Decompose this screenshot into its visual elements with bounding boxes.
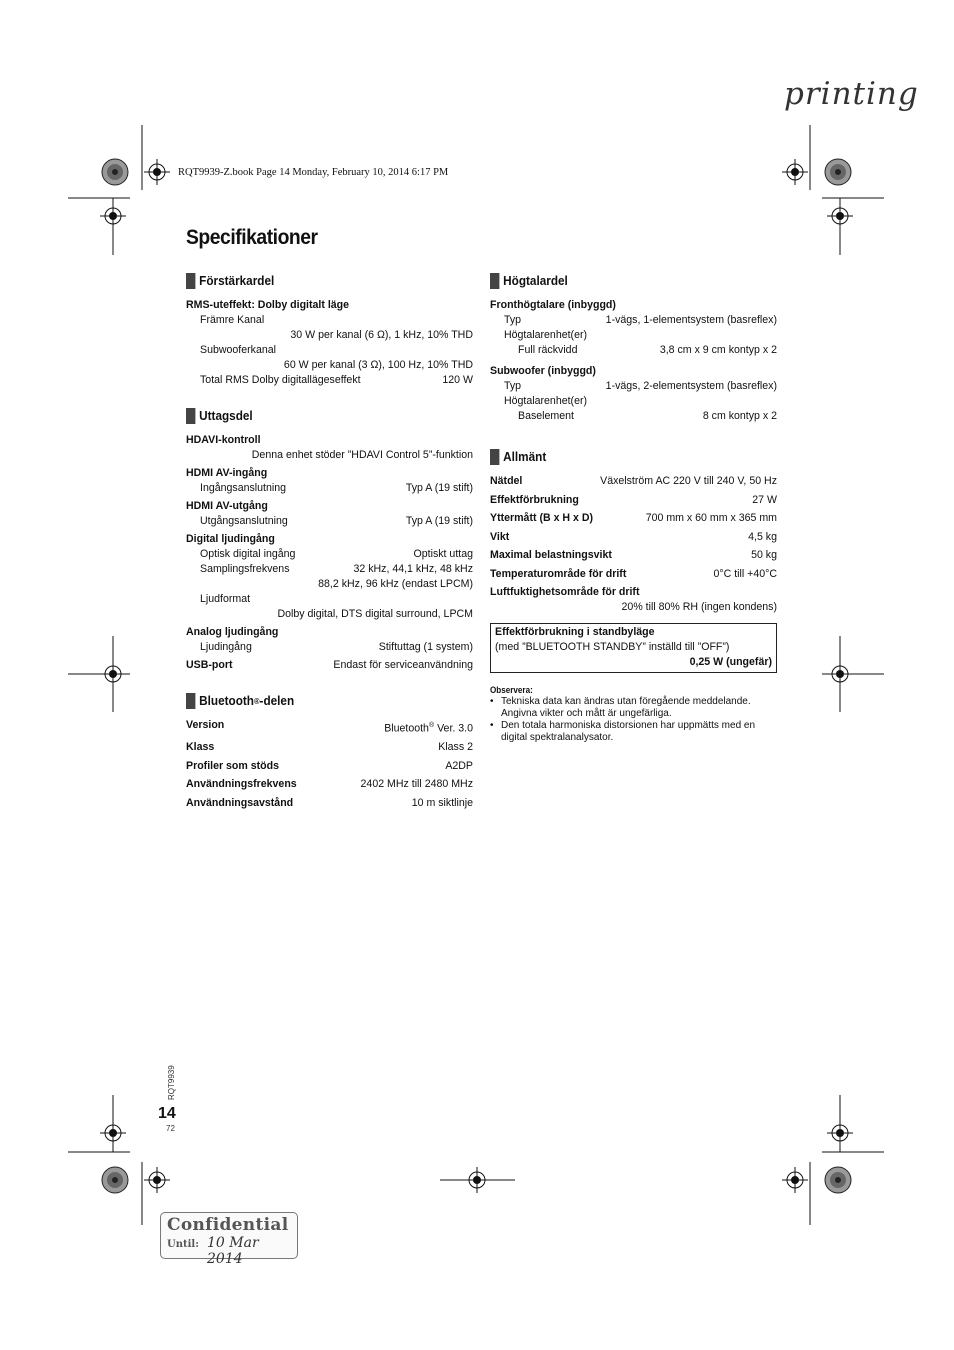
heading-bar bbox=[186, 408, 195, 424]
front-full-row bbox=[490, 343, 777, 358]
registration-star-icon bbox=[102, 1167, 128, 1193]
front-type-row bbox=[490, 313, 777, 328]
front-value: 30 W per kanal (6 Ω), 1 kHz, 10% THD bbox=[290, 329, 473, 341]
note-text: Den totala harmoniska distorsionen har uppmätts med en digital spektralanalysator. bbox=[501, 720, 756, 743]
sub-bass-row bbox=[490, 409, 777, 424]
front-full-value: 3,8 cm x 9 cm kontyp x 2 bbox=[659, 344, 777, 356]
left-column bbox=[186, 272, 473, 830]
registration-cross-icon bbox=[144, 159, 170, 185]
bt-row-range bbox=[186, 796, 473, 811]
heading-text-suffix: -delen bbox=[259, 693, 295, 708]
hdmi-in-conn-value: Typ A (19 stift) bbox=[405, 482, 473, 494]
bt-row-version bbox=[186, 718, 473, 737]
subwoofer-label: Subwoofer (inbyggd) bbox=[490, 365, 596, 377]
standby-value: 0,25 W (ungefär) bbox=[689, 656, 772, 668]
note-item bbox=[490, 720, 777, 744]
page-title: Specifikationer bbox=[186, 226, 318, 249]
format-label: Ljudformat bbox=[200, 593, 251, 605]
registration-star-icon bbox=[825, 1167, 851, 1193]
book-info: RQT9939-Z.book Page 14 Monday, February 10, 2014 6:17 PM bbox=[178, 167, 449, 178]
total-label: Total RMS Dolby digitallägeseffekt bbox=[200, 374, 361, 386]
registered-mark: ® bbox=[253, 696, 260, 706]
hdavi-value: Denna enhet stöder ”HDAVI Control 5”-funktion bbox=[251, 449, 473, 461]
registration-cross-icon bbox=[782, 159, 808, 185]
amplifier-section bbox=[186, 272, 473, 388]
bullet: • bbox=[490, 696, 494, 707]
optical-row bbox=[186, 547, 473, 562]
confidential-stamp bbox=[160, 1212, 298, 1267]
format-value: Dolby digital, DTS digital surround, LPCM bbox=[277, 608, 473, 620]
general-section bbox=[490, 448, 777, 744]
row-label: Version bbox=[186, 719, 225, 731]
analog-conn-label: Ljudingång bbox=[200, 641, 252, 653]
note-text: Tekniska data kan ändras utan föregående meddelande. Angivna vikter och mått är ungefärliga. bbox=[501, 696, 751, 719]
optical-label: Optisk digital ingång bbox=[200, 548, 296, 560]
hdmi-out-conn-label: Utgångsanslutning bbox=[200, 515, 288, 527]
front-type-label: Typ bbox=[504, 314, 522, 326]
heading-text: Högtalardel bbox=[503, 273, 568, 288]
front-label: Främre Kanal bbox=[200, 314, 265, 326]
sub-label: Subwooferkanal bbox=[200, 344, 276, 356]
sub-type-value: 1-vägs, 2-elementsystem (basreflex) bbox=[605, 380, 777, 392]
rms-label: RMS-uteffekt: Dolby digitalt läge bbox=[186, 299, 350, 311]
heading-bar bbox=[186, 693, 195, 709]
bt-row-profiles bbox=[186, 759, 473, 774]
row-value: 27 W bbox=[752, 493, 777, 506]
version-name: Bluetooth bbox=[384, 722, 429, 735]
front-type-value: 1-vägs, 1-elementsystem (basreflex) bbox=[605, 314, 777, 326]
row-label: Yttermått (B x H x D) bbox=[490, 512, 594, 524]
hdmi-in-conn-label: Ingångsanslutning bbox=[200, 482, 286, 494]
row-label: Temperaturområde för drift bbox=[490, 567, 627, 580]
heading-bar bbox=[490, 449, 499, 465]
total-row bbox=[186, 373, 473, 388]
sampling-value-2: 88,2 kHz, 96 kHz (endast LPCM) bbox=[318, 578, 473, 590]
heading-text: Uttagsdel bbox=[199, 408, 253, 423]
general-row-consumption bbox=[490, 493, 777, 508]
usb-value: Endast för serviceanvändning bbox=[333, 659, 473, 671]
row-value: 2402 MHz till 2480 MHz bbox=[360, 778, 473, 791]
analog-row bbox=[186, 640, 473, 655]
row-value: 700 mm x 60 mm x 365 mm bbox=[645, 512, 777, 524]
registered-mark: ® bbox=[428, 722, 435, 729]
hdavi-label: HDAVI-kontroll bbox=[186, 434, 261, 446]
standby-title: Effektförbrukning i standbyläge bbox=[495, 626, 655, 638]
sub-value: 60 W per kanal (3 Ω), 100 Hz, 10% THD bbox=[283, 359, 473, 371]
digital-in-label: Digital ljudingång bbox=[186, 533, 275, 545]
humidity-value: 20% till 80% RH (ingen kondens) bbox=[621, 601, 777, 613]
front-full-label: Full räckvidd bbox=[518, 344, 578, 356]
row-label: Vikt bbox=[490, 530, 510, 543]
usb-row bbox=[186, 658, 473, 673]
registration-cross-icon bbox=[782, 1167, 808, 1193]
general-row-power-supply bbox=[490, 474, 777, 489]
general-row-max-load bbox=[490, 548, 777, 563]
section-heading bbox=[186, 407, 456, 425]
standby-sub: (med ”BLUETOOTH STANDBY” inställd till ”OFF”) bbox=[495, 641, 730, 653]
registration-star-icon bbox=[102, 159, 128, 185]
confidential-title: Confidential bbox=[167, 1215, 289, 1235]
right-column bbox=[490, 272, 777, 763]
heading-text: Förstärkardel bbox=[199, 273, 275, 288]
row-value: 10 m siktlinje bbox=[411, 796, 473, 809]
row-value bbox=[384, 718, 473, 737]
bt-row-frequency bbox=[186, 777, 473, 792]
usb-label: USB-port bbox=[186, 659, 233, 671]
sub-bass-value: 8 cm kontyp x 2 bbox=[702, 410, 777, 422]
sub-type-row bbox=[490, 379, 777, 394]
bt-row-class bbox=[186, 740, 473, 755]
sub-unit-label: Högtalarenhet(er) bbox=[504, 395, 588, 407]
optical-value: Optiskt uttag bbox=[413, 548, 473, 560]
page-number: 14 bbox=[158, 1105, 176, 1122]
side-code: RQT9939 bbox=[167, 1065, 176, 1100]
heading-bar bbox=[186, 273, 195, 289]
hdmi-out-row bbox=[186, 514, 473, 529]
bluetooth-section bbox=[186, 692, 473, 811]
notes-title: Observera: bbox=[490, 685, 533, 695]
sub-bass-label: Baselement bbox=[518, 410, 574, 422]
row-label: Nätdel bbox=[490, 475, 523, 487]
analog-conn-value: Stiftuttag (1 system) bbox=[378, 641, 473, 653]
sampling-label: Samplingsfrekvens bbox=[200, 563, 290, 575]
terminal-section bbox=[186, 407, 473, 673]
row-label: Profiler som stöds bbox=[186, 759, 280, 772]
row-value: 50 kg bbox=[751, 549, 777, 561]
section-heading bbox=[186, 272, 456, 290]
section-heading bbox=[490, 272, 760, 290]
row-label: Maximal belastningsvikt bbox=[490, 549, 612, 561]
section-heading bbox=[186, 692, 456, 710]
heading-bar bbox=[490, 273, 499, 289]
hdmi-out-conn-value: Typ A (19 stift) bbox=[405, 515, 473, 527]
version-number: Ver. 3.0 bbox=[434, 722, 473, 735]
sub-type-label: Typ bbox=[504, 380, 522, 392]
row-value: 4,5 kg bbox=[748, 530, 777, 543]
row-label: Effektförbrukning bbox=[490, 493, 579, 506]
row-label: Klass bbox=[186, 741, 215, 754]
confidential-until-label: Until: bbox=[167, 1239, 199, 1250]
general-row-dimensions bbox=[490, 511, 777, 526]
registration-star-icon bbox=[825, 159, 851, 185]
heading-text: Allmänt bbox=[503, 449, 547, 464]
sampling-row bbox=[186, 562, 473, 577]
front-speaker-label: Fronthögtalare (inbyggd) bbox=[490, 299, 616, 311]
section-heading bbox=[490, 448, 760, 466]
front-unit-label: Högtalarenhet(er) bbox=[504, 329, 588, 341]
confidential-date: 10 Mar 2014 bbox=[207, 1235, 259, 1267]
sub-page-number: 72 bbox=[166, 1124, 175, 1133]
row-value: Klass 2 bbox=[438, 741, 473, 754]
standby-box bbox=[490, 623, 777, 673]
heading-text: Bluetooth bbox=[199, 693, 254, 708]
row-value: 0°C till +40°C bbox=[713, 567, 777, 580]
general-row-temperature bbox=[490, 567, 777, 582]
hdmi-in-row bbox=[186, 481, 473, 496]
total-value: 120 W bbox=[442, 374, 473, 386]
hdmi-out-label: HDMI AV-utgång bbox=[186, 500, 268, 512]
hdmi-in-label: HDMI AV-ingång bbox=[186, 467, 268, 479]
row-label: Användningsfrekvens bbox=[186, 778, 297, 791]
row-label: Användningsavstånd bbox=[186, 796, 294, 809]
general-row-weight bbox=[490, 530, 777, 545]
note-item bbox=[490, 696, 777, 720]
row-value: Växelström AC 220 V till 240 V, 50 Hz bbox=[600, 475, 777, 487]
row-value: A2DP bbox=[445, 759, 473, 772]
analog-in-label: Analog ljudingång bbox=[186, 626, 279, 638]
sampling-value: 32 kHz, 44,1 kHz, 48 kHz bbox=[353, 563, 473, 575]
registration-cross-icon bbox=[144, 1167, 170, 1193]
speaker-section bbox=[490, 272, 777, 424]
printing-watermark: printing bbox=[784, 76, 919, 112]
bullet: • bbox=[490, 720, 494, 731]
humidity-label: Luftfuktighetsområde för drift bbox=[490, 586, 640, 598]
